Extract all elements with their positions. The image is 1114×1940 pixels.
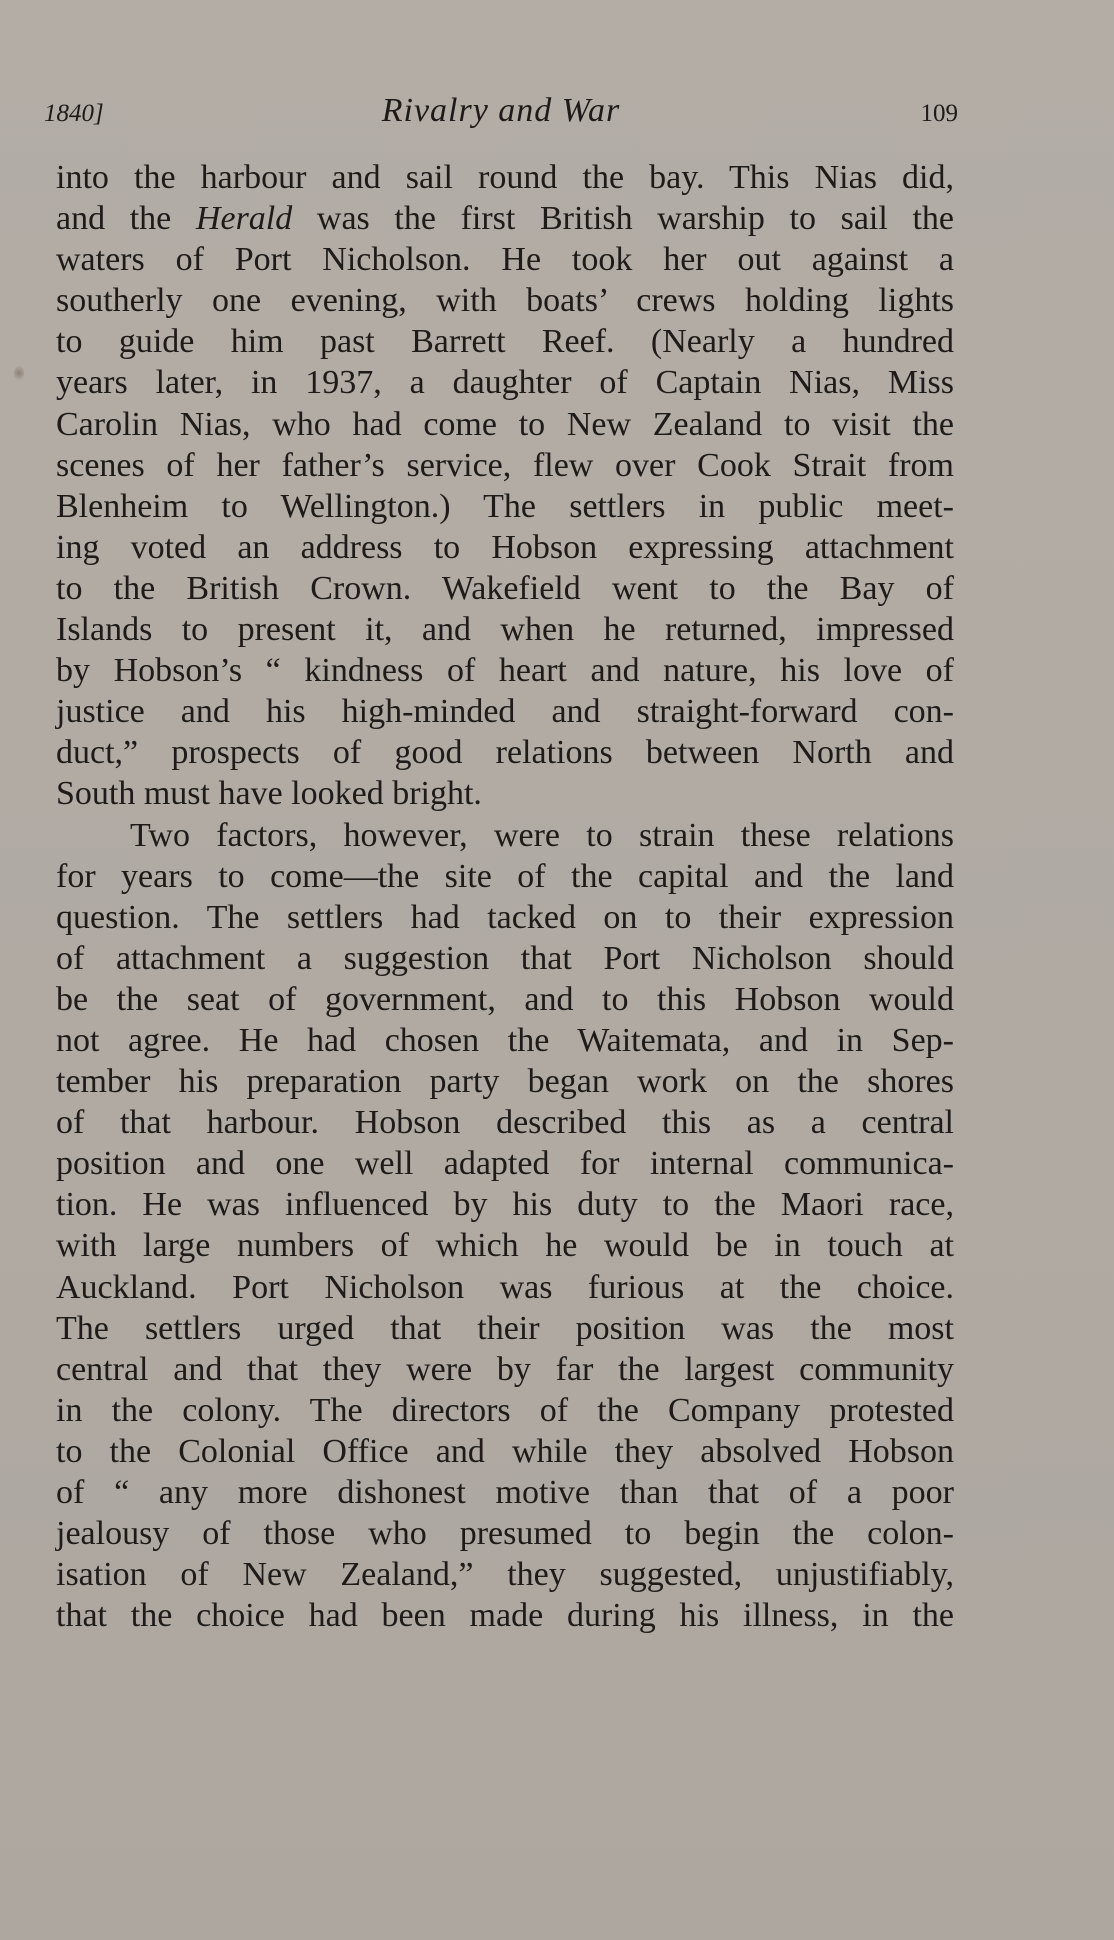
text-line: of that harbour. Hobson described this as a central <box>56 1104 954 1142</box>
text-line: scenes of her father’s service, flew over Cook Strait from <box>56 446 954 484</box>
running-head-title: Rivalry and War <box>381 92 621 129</box>
running-head-year: 1840] <box>44 100 104 127</box>
body-text <box>56 157 954 1636</box>
text-line: of “ any more dishonest motive than that of a poor <box>56 1474 954 1511</box>
page-speck <box>14 366 24 380</box>
text-line: not agree. He had chosen the Waitemata, and in Sep- <box>56 1021 954 1059</box>
text-line: southerly one evening, with boats’ crews holding lights <box>56 282 954 320</box>
text-line: tion. He was influenced by his duty to the Maori race, <box>56 1186 954 1224</box>
text-line: to the Colonial Office and while they absolved Hobson <box>56 1432 954 1470</box>
text-line: Blenheim to Wellington.) The settlers in public meet- <box>56 487 954 525</box>
text-line: of attachment a suggestion that Port Nicholson should <box>56 939 954 977</box>
text-line: Auckland. Port Nicholson was furious at the choice. <box>56 1268 954 1306</box>
text-line: be the seat of government, and to this Hobson would <box>56 980 954 1018</box>
text-line: jealousy of those who presumed to begin the colon- <box>56 1515 954 1553</box>
text-line: question. The settlers had tacked on to their expression <box>56 898 954 936</box>
text-line: duct,” prospects of good relations between North and <box>56 734 954 772</box>
text-line: that the choice had been made during his illness, in the <box>56 1597 954 1635</box>
text-line: in the colony. The directors of the Company protested <box>56 1391 954 1429</box>
text-line: to guide him past Barrett Reef. (Nearly a hundred <box>56 323 954 361</box>
text-line: with large numbers of which he would be in touch at <box>56 1227 954 1265</box>
text-line: position and one well adapted for internal communica- <box>56 1145 954 1183</box>
text-line: Carolin Nias, who had come to New Zealand to visit the <box>56 405 954 443</box>
text-line: years later, in 1937, a daughter of Captain Nias, Miss <box>56 364 954 402</box>
running-head <box>44 92 958 136</box>
text-line: isation of New Zealand,” they suggested, unjustifiably, <box>56 1556 954 1594</box>
text-line: justice and his high-minded and straight-forward con- <box>56 693 954 731</box>
text-line: and the Herald was the first British warship to sail the <box>56 200 954 238</box>
text-line: waters of Port Nicholson. He took her out against a <box>56 241 954 279</box>
text-line: for years to come—the site of the capital and the land <box>56 857 954 895</box>
text-line: central and that they were by far the largest community <box>56 1350 954 1388</box>
text-line: tember his preparation party began work on the shores <box>56 1063 954 1101</box>
ship-name: Herald <box>195 200 293 238</box>
text-line: ing voted an address to Hobson expressing attachment <box>56 528 954 566</box>
text-line: by Hobson’s “ kindness of heart and nature, his love of <box>56 652 954 690</box>
page-number: 109 <box>920 100 958 127</box>
text-line: Islands to present it, and when he returned, impressed <box>56 611 954 649</box>
text-line: into the harbour and sail round the bay. This Nias did, <box>56 159 954 196</box>
text-line: Two factors, however, were to strain these relations <box>130 816 954 854</box>
text-line: to the British Crown. Wakefield went to the Bay of <box>56 569 954 607</box>
text-line: South must have looked bright. <box>56 775 482 813</box>
text-line: The settlers urged that their position was the most <box>56 1309 954 1347</box>
